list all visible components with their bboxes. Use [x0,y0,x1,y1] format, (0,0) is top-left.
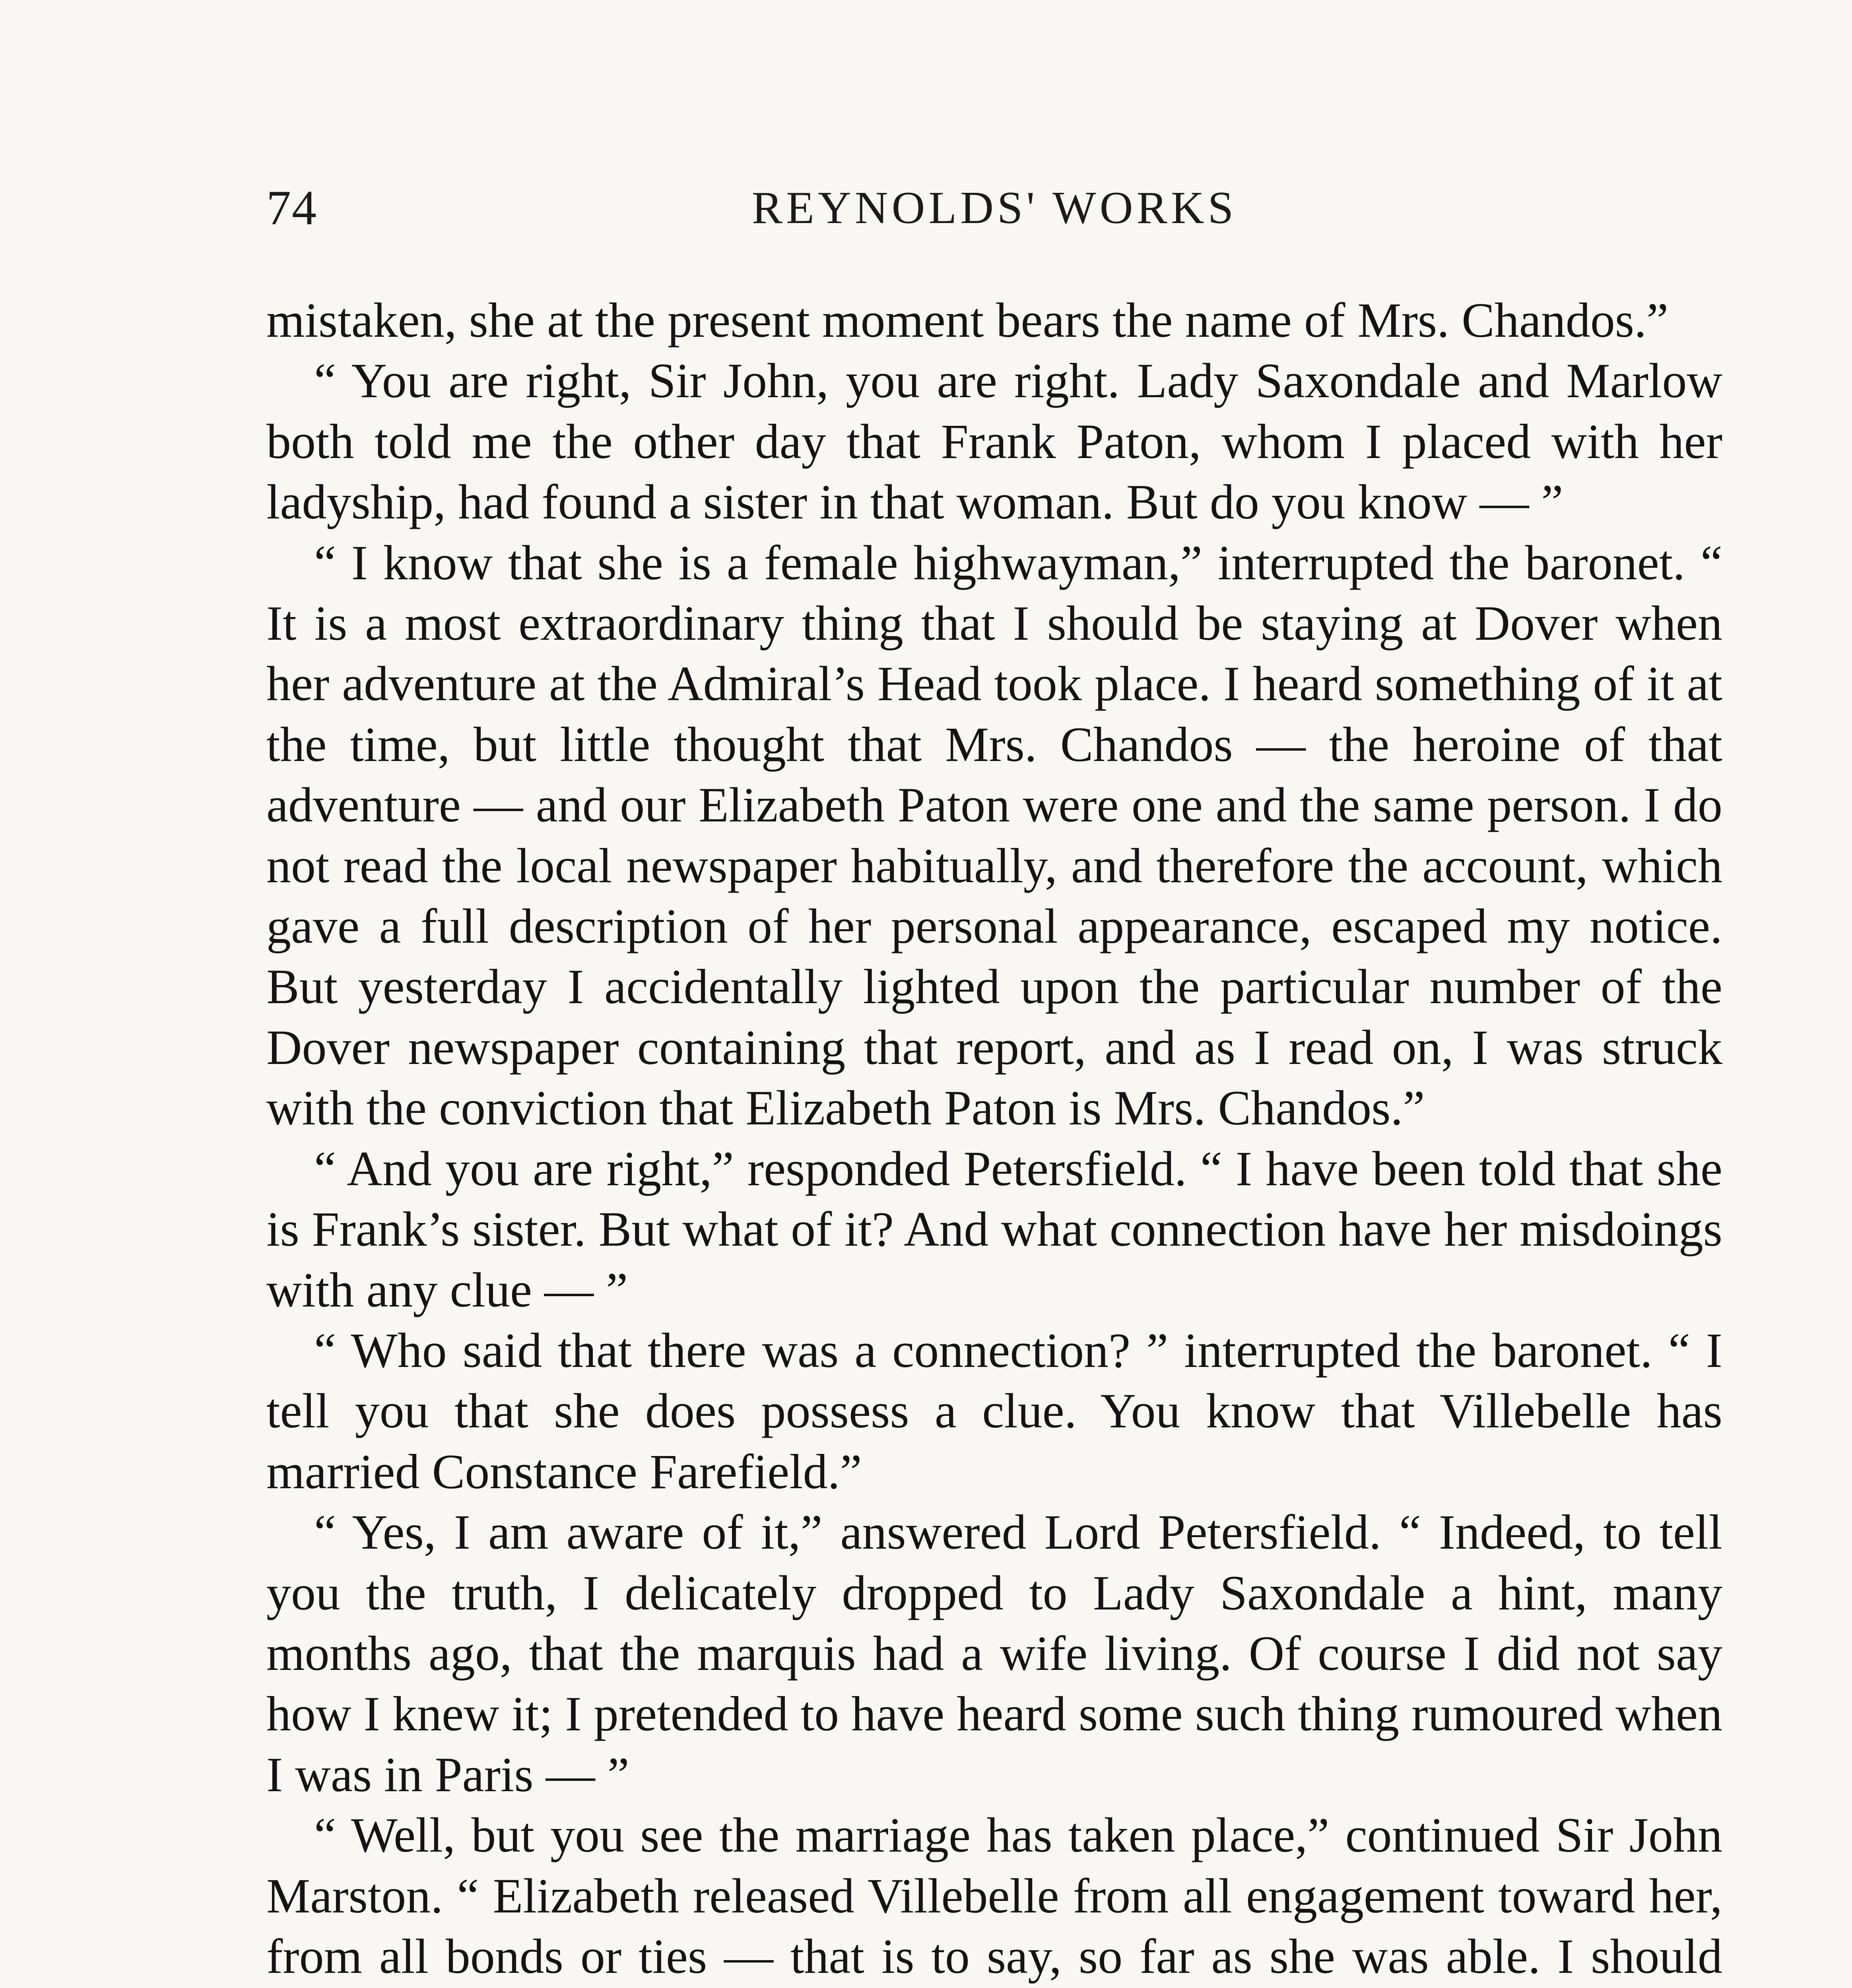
paragraph: “ And you are right,” responded Petersfield. “ I have been told that she is Frank’s sister. But what of it? And what connection have her misdoings with any clue — ” [266,1141,1722,1317]
paragraph: “ I know that she is a female highwayman,” interrupted the baronet. “ It is a most extraordinary thing that I should be staying at Dover when her adventure at the Admiral’s Head took place. I heard something of it at the time, but little thought that Mrs. Chandos — the heroine of that adventure — and our Elizabeth Paton were one and the same person. I do not read the local newspaper habitually, and therefore the account, which gave a full description of her personal appearance, escaped my notice. But yesterday I accidentally lighted upon the particular number of the Dover newspaper containing that report, and as I read on, I was struck with the conviction that Elizabeth Paton is Mrs. Chandos.” [266,535,1722,1136]
paragraph: “ You are right, Sir John, you are right. Lady Saxondale and Marlow both told me the other day that Frank Paton, whom I placed with her ladyship, had found a sister in that woman. But do you know — ” [266,353,1722,530]
paragraph: “ Yes, I am aware of it,” answered Lord Petersfield. “ Indeed, to tell you the truth, I delicately dropped to Lady Saxondale a hint, many months ago, that the marquis had a wife living. Of course I did not say how I knew it; I pretended to have heard some such thing rumoured when I was in Paris — ” [266,1505,1722,1802]
page-number: 74 [266,181,317,235]
paragraph: “ Who said that there was a connection? ” interrupted the baronet. “ I tell you that she does possess a clue. You know that Villebelle has married Constance Farefield.” [266,1323,1722,1499]
page-header [266,178,1722,238]
body-text [266,290,1722,1988]
running-title: REYNOLDS' WORKS [751,182,1237,233]
paragraph: mistaken, she at the present moment bears the name of Mrs. Chandos.” [266,293,1669,348]
paragraph: “ Well, but you see the marriage has taken place,” continued Sir John Marston. “ Elizabeth released Villebelle from all engagement toward her, from all bonds or ties — that is to say, so far as she was able. I should [266,1808,1722,1984]
